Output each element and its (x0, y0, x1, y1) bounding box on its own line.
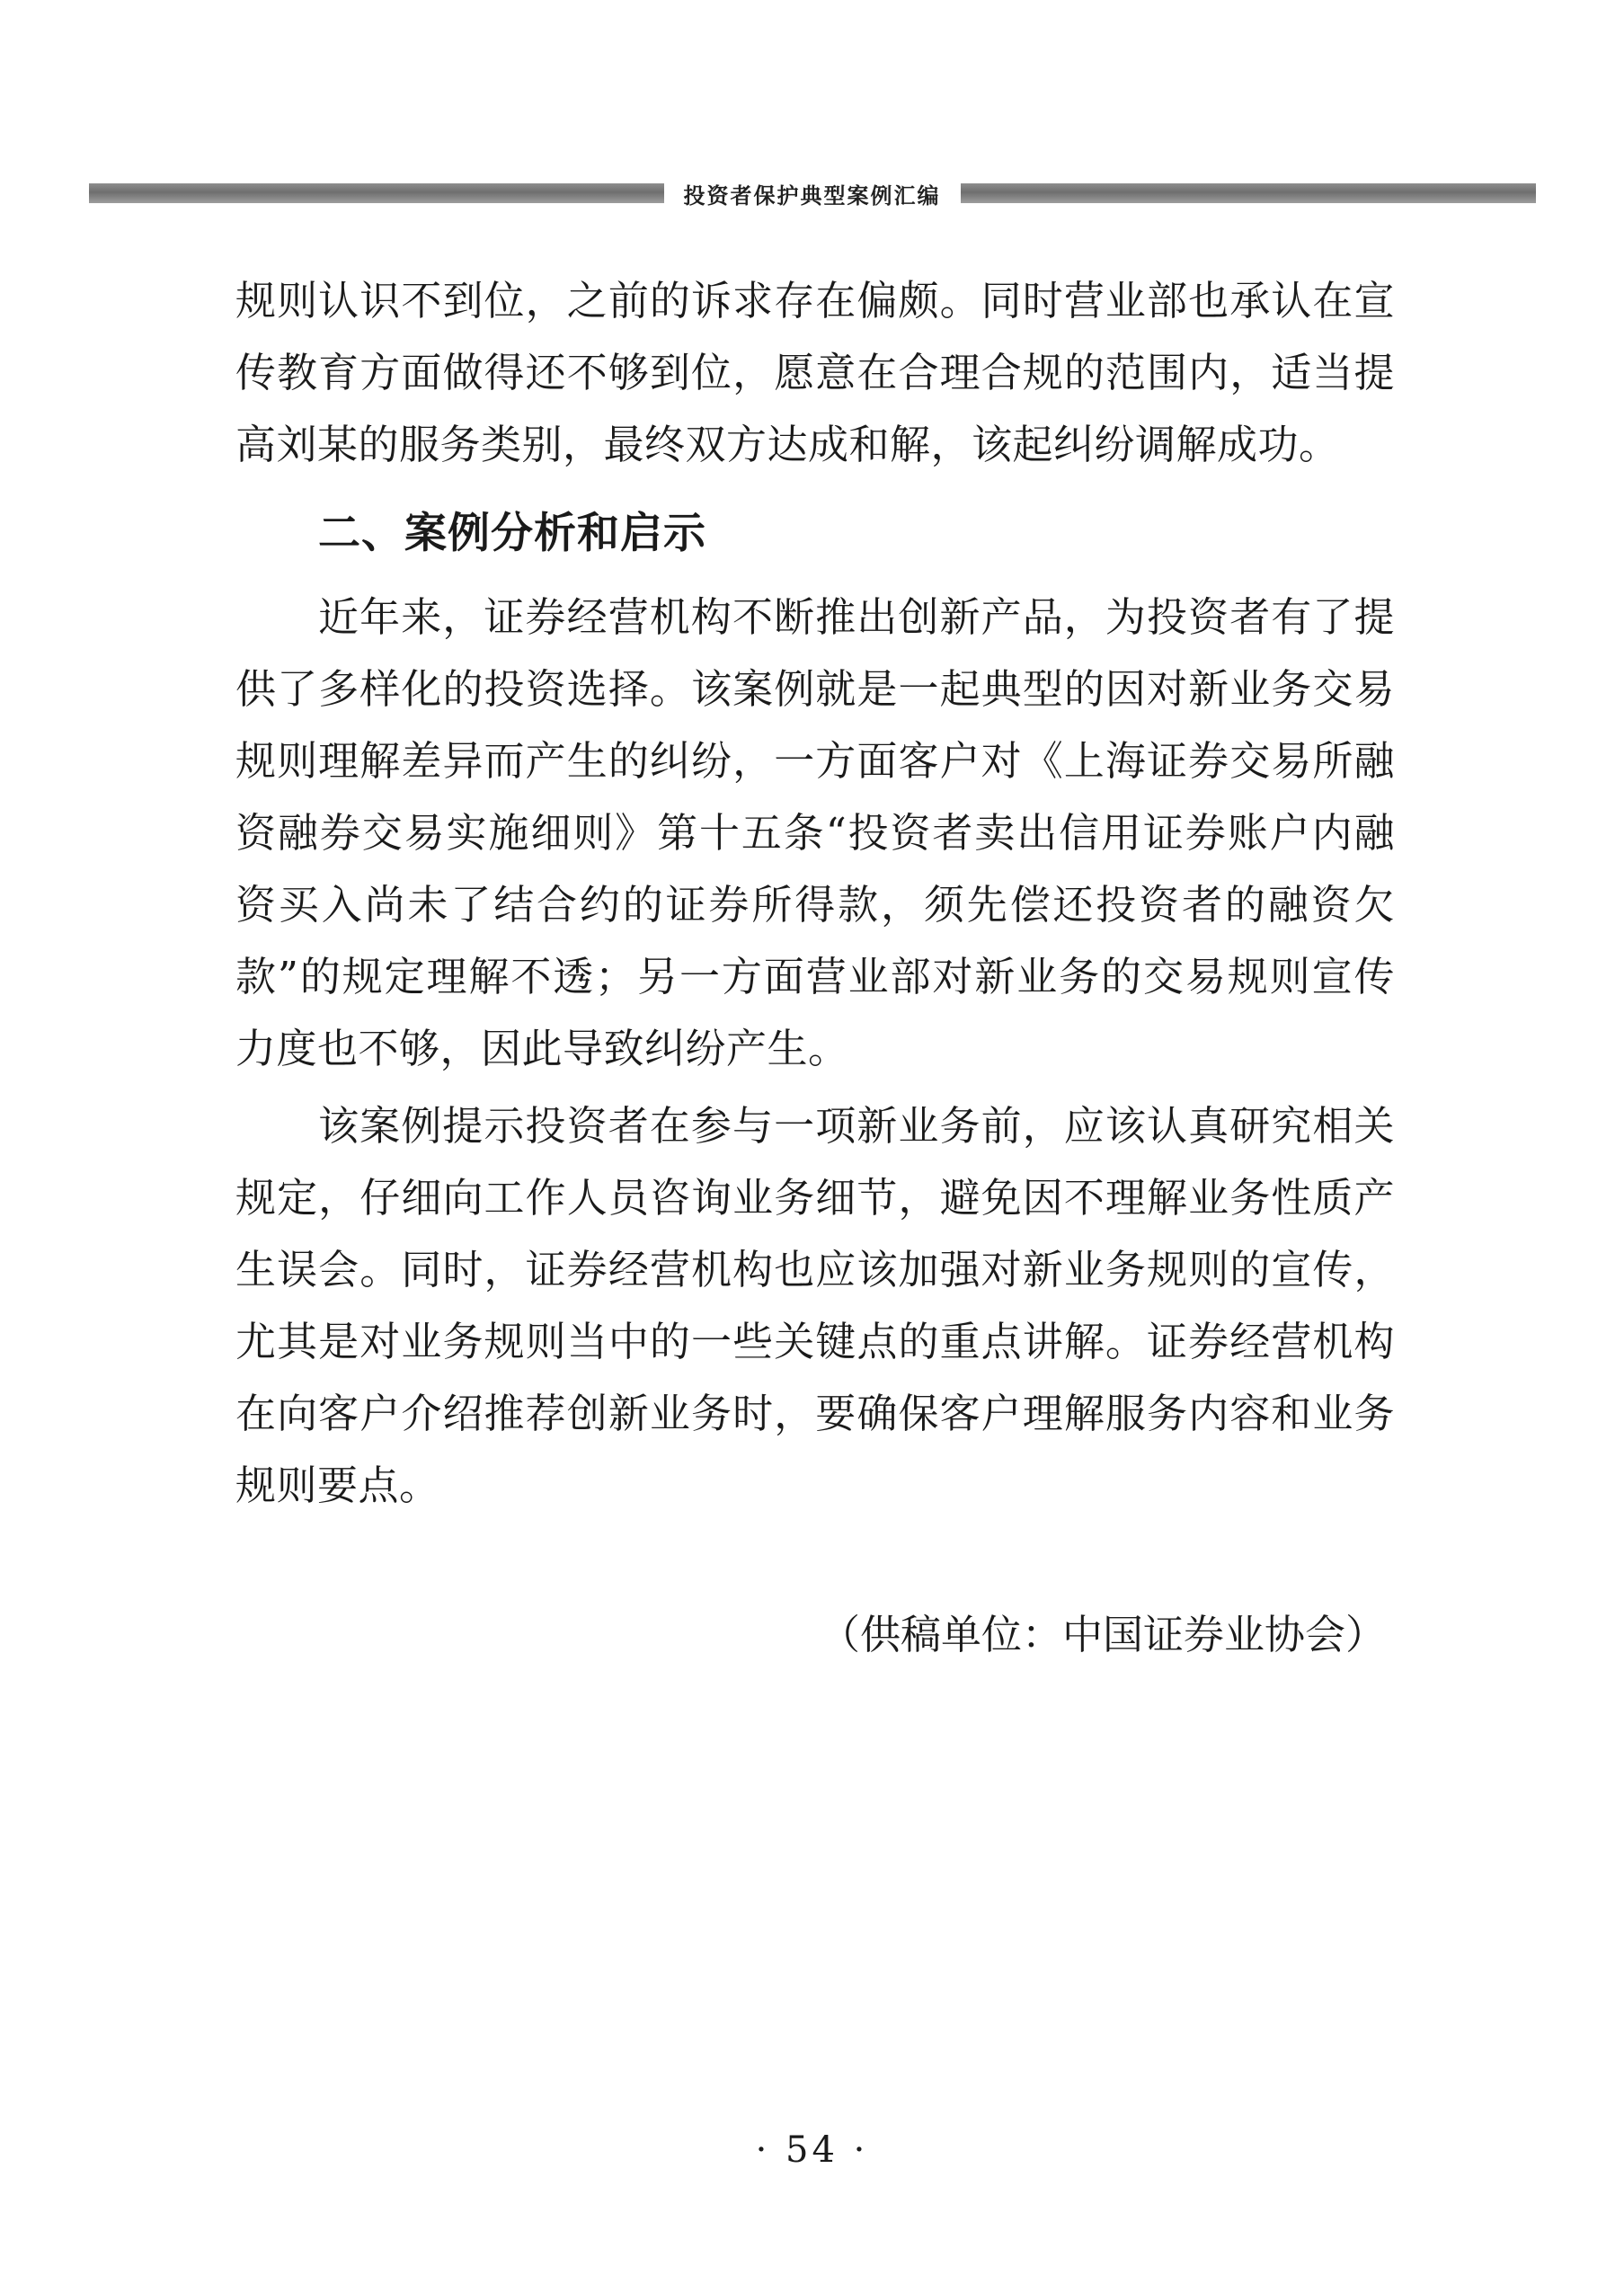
paragraph-continued: 规则认识不到位，之前的诉求存在偏颇。同时营业部也承认在宣传教育方面做得还不够到位，愿意在合理合规的范围内，适当提高刘某的服务类别，最终双方达成和解，该起纠纷调解成功。 (235, 277, 1395, 468)
body-paragraph-2: 该案例提示投资者在参与一项新业务前，应该认真研究相关规定，仔细向工作人员咨询业务细节，避免因不理解业务性质产生误会。同时，证券经营机构也应该加强对新业务规则的宣传，尤其是对业务规则当中的一些关键点的重点讲解。证券经营机构在向客户介绍推荐创新业务时，要确保客户理解服务内容和业务规则要点。 (235, 1102, 1395, 1509)
page-footer (0, 2129, 1624, 2171)
header-rule-right (961, 183, 1536, 203)
header-rule-left (89, 183, 664, 203)
section-heading: 二、案例分析和启示 (318, 509, 706, 558)
header-title: 投资者保护典型案例汇编 (683, 182, 941, 209)
body-paragraph-1: 近年来，证券经营机构不断推出创新产品，为投资者有了提供了多样化的投资选择。该案例就是一起典型的因对新业务交易规则理解差异而产生的纠纷，一方面客户对《上海证券交易所融资融券交易实施细则》第十五条“投资者卖出信用证券账户内融资买入尚未了结合约的证券所得款，须先偿还投资者的融资欠款”的规定理解不透；另一方面营业部对新业务的交易规则宣传力度也不够，因此导致纠纷产生。 (235, 593, 1395, 1072)
page-number: · 54 · (755, 2129, 869, 2171)
running-header (0, 175, 1624, 211)
page-content (235, 265, 1395, 1671)
source-attribution: （供稿单位：中国证券业协会） (819, 1611, 1386, 1658)
